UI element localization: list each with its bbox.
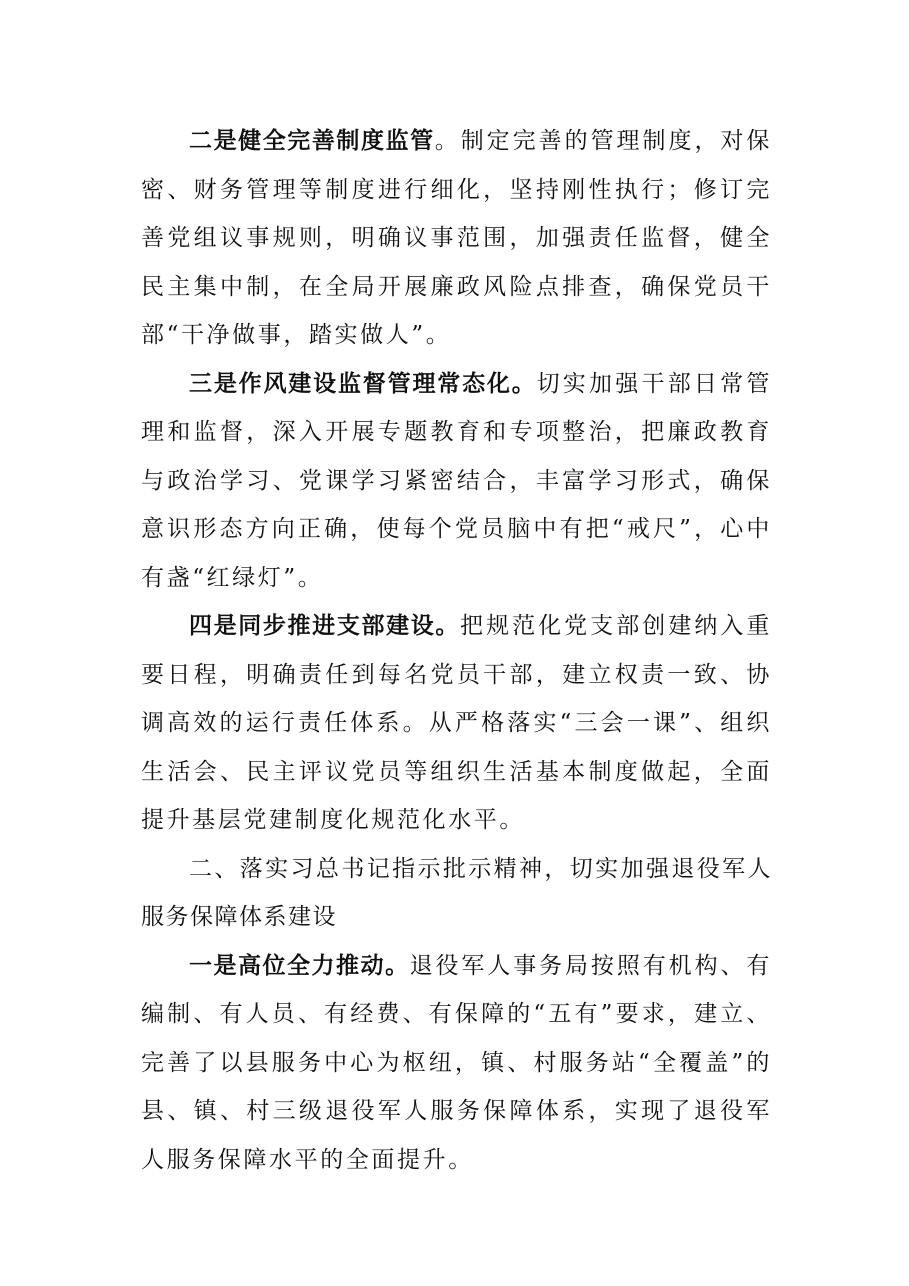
- paragraph-institution-supervision: [141, 117, 772, 360]
- paragraph-lead: 三是作风建设监督管理常态化。: [189, 370, 537, 397]
- paragraph-work-style-supervision: [141, 360, 772, 603]
- paragraph-lead: 四是同步推进支部建设。: [189, 613, 460, 639]
- paragraph-body: 把规范化党支部创建纳入重要日程，明确责任到每名党员干部，建立权责一致、协调高效的运行责任体系。从严格落实“三会一课”、组织生活会、民主评议党员等组织生活基本制度做起，全面提升基层党建制度化规范化水平。: [141, 613, 772, 833]
- paragraph-lead: 一是高位全力推动。: [189, 952, 410, 979]
- paragraph-branch-building: [141, 602, 772, 845]
- paragraph-lead: 二是健全完善制度监管: [189, 128, 435, 154]
- paragraph-body: 。制定完善的管理制度，对保密、财务管理等制度进行细化，坚持刚性执行；修订完善党组议事规则，明确议事范围，加强责任监督，健全民主集中制，在全局开展廉政风险点排查，确保党员干部“干净做事，踏实做人”。: [141, 128, 773, 348]
- section-heading: 二、落实习总书记指示批示精神，切实加强退役军人服务保障体系建设: [141, 855, 772, 930]
- paragraph-body: 切实加强干部日常管理和监督，深入开展专题教育和专项整治，把廉政教育与政治学习、党课学习紧密结合，丰富学习形式，确保意识形态方向正确，使每个党员脑中有把“戒尺”，心中有盏“红绿灯”。: [141, 370, 772, 591]
- paragraph-body: 退役军人事务局按照有机构、有编制、有人员、有经费、有保障的“五有”要求，建立、完善了以县服务中心为枢纽，镇、村服务站“全覆盖”的县、镇、村三级退役军人服务保障体系，实现了退役军人服务保障水平的全面提升。: [141, 952, 772, 1173]
- paragraph-high-level-push: [141, 942, 772, 1185]
